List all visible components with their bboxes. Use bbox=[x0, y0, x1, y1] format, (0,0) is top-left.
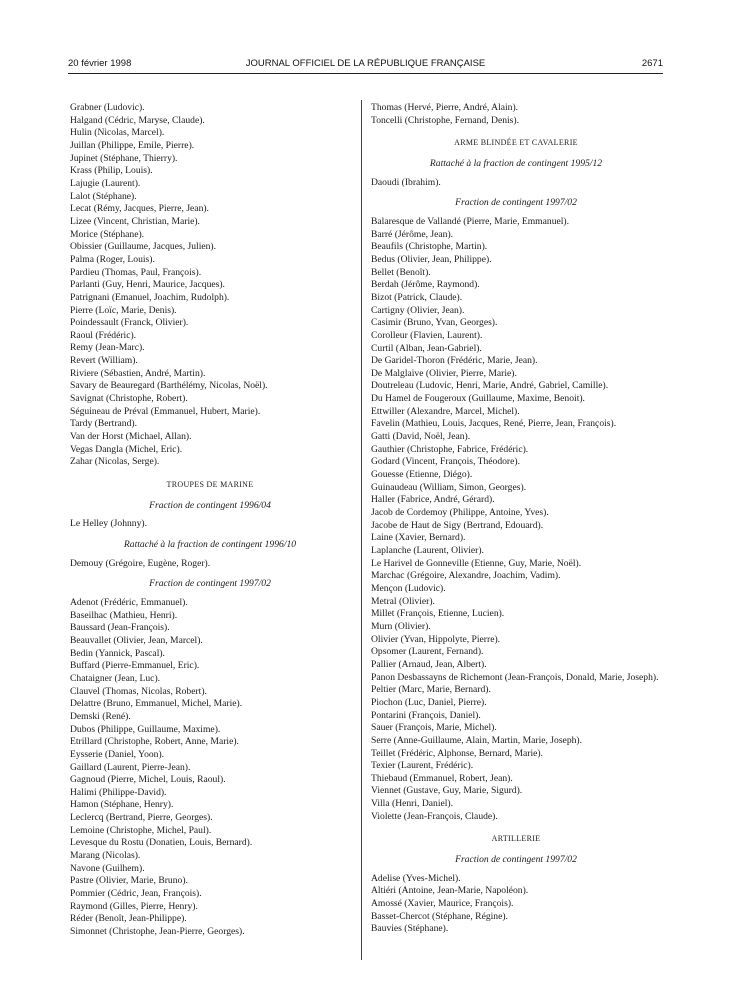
list-item: Pommier (Cédric, Jean, François). bbox=[70, 888, 202, 900]
list-item: Balaresque de Vallandé (Pierre, Marie, Emmanuel). bbox=[371, 215, 570, 227]
list-item: Krass (Philip, Louis). bbox=[70, 165, 153, 177]
header-rule bbox=[68, 73, 663, 74]
list-item: Panon Desbassayns de Richemont (Jean-François, Donald, Marie, Joseph). bbox=[371, 671, 659, 683]
list-item: Van der Horst (Michael, Allan). bbox=[70, 431, 192, 443]
list-item: Vegas Dangla (Michel, Eric). bbox=[70, 443, 183, 455]
list-item: Baseilhac (Mathieu, Henri). bbox=[70, 609, 178, 621]
right-column bbox=[371, 102, 661, 936]
list-item: Halimi (Philippe-David). bbox=[70, 786, 167, 798]
list-item: Metral (Olivier). bbox=[371, 595, 435, 607]
list-item: Gagnoud (Pierre, Michel, Louis, Raoul). bbox=[70, 774, 226, 786]
list-item: Chataigner (Jean, Luc). bbox=[70, 672, 161, 684]
list-item: Doutreleau (Ludovic, Henri, Marie, André, Gabriel, Camille). bbox=[371, 380, 609, 392]
list-item: Daoudi (Ibrahim). bbox=[371, 176, 441, 188]
list-item: Lecat (Rémy, Jacques, Pierre, Jean). bbox=[70, 203, 209, 215]
name-list bbox=[70, 597, 350, 939]
list-item: Séguineau de Préval (Emmanuel, Hubert, Marie). bbox=[70, 405, 261, 417]
list-item: Pallier (Arnaud, Jean, Albert). bbox=[371, 658, 487, 670]
list-item: Raymond (Gilles, Pierre, Henry). bbox=[70, 900, 198, 912]
section-title-marine: TROUPES DE MARINE bbox=[166, 480, 254, 490]
list-item: Bauvies (Stéphane). bbox=[371, 923, 449, 935]
name-list bbox=[371, 177, 661, 190]
list-item: Patrignani (Emanuel, Joachim, Rudolph). bbox=[70, 291, 230, 303]
subsection-1997-02: Fraction de contingent 1997/02 bbox=[455, 197, 577, 209]
list-item: Curtil (Alban, Jean-Gabriel). bbox=[371, 342, 482, 354]
left-column bbox=[70, 102, 350, 939]
list-item: Gauthier (Christophe, Fabrice, Frédéric). bbox=[371, 443, 529, 455]
list-item: Tardy (Bertrand). bbox=[70, 418, 137, 430]
list-item: Clauvel (Thomas, Nicolas, Robert). bbox=[70, 685, 207, 697]
list-item: Peltier (Marc, Marie, Bernard). bbox=[371, 684, 491, 696]
name-list bbox=[371, 873, 661, 936]
list-item: Haller (Fabrice, André, Gérard). bbox=[371, 494, 495, 506]
list-item: Barré (Jérôme, Jean). bbox=[371, 228, 454, 240]
list-item: Halgand (Cédric, Maryse, Claude). bbox=[70, 114, 205, 126]
list-item: Godard (Vincent, François, Théodore). bbox=[371, 456, 520, 468]
journal-title: JOURNAL OFFICIEL DE LA RÉPUBLIQUE FRANÇAISE bbox=[245, 58, 486, 69]
name-list bbox=[70, 518, 350, 531]
list-item: Bellet (Benoît). bbox=[371, 266, 431, 278]
list-item: Millet (François, Etienne, Lucien). bbox=[371, 608, 505, 620]
column-divider bbox=[361, 100, 362, 960]
list-item: Du Hamel de Fougeroux (Guillaume, Maxime, Benoit). bbox=[371, 393, 585, 405]
name-list bbox=[371, 216, 661, 824]
list-item: Olivier (Yvan, Hippolyte, Pierre). bbox=[371, 633, 501, 645]
list-item: Palma (Roger, Louis). bbox=[70, 253, 155, 265]
list-item: Jacob de Cordemoy (Philippe, Antoine, Yves). bbox=[371, 507, 549, 519]
subsection-rattache-1996-10: Rattaché à la fraction de contingent 1996/10 bbox=[123, 539, 297, 550]
list-item: Demski (René). bbox=[70, 710, 131, 722]
list-item: Buffard (Pierre-Emmanuel, Eric). bbox=[70, 660, 200, 672]
list-item: Gouesse (Etienne, Diégo). bbox=[371, 469, 473, 481]
list-item: Berdah (Jérôme, Raymond). bbox=[371, 279, 480, 291]
list-item: Demouy (Grégoire, Eugène, Roger). bbox=[70, 557, 211, 569]
list-item: Serre (Anne-Guillaume, Alain, Martin, Marie, Joseph). bbox=[371, 734, 583, 746]
list-item: Gaillard (Laurent, Pierre-Jean). bbox=[70, 761, 191, 773]
list-item: Levesque du Rostu (Donatien, Louis, Bernard). bbox=[70, 837, 253, 849]
list-item: Jupinet (Stéphane, Thierry). bbox=[70, 152, 178, 164]
name-list bbox=[70, 102, 350, 469]
list-item: Bedin (Yannick, Pascal). bbox=[70, 647, 165, 659]
subsection-rattache-1995-12: Rattaché à la fraction de contingent 1995/12 bbox=[429, 157, 603, 169]
list-item: Pastre (Olivier, Marie, Bruno). bbox=[70, 875, 188, 887]
list-item: Marang (Nicolas). bbox=[70, 850, 141, 862]
list-item: Raoul (Frédéric). bbox=[70, 329, 137, 341]
list-item: Mençon (Ludovic). bbox=[371, 582, 446, 594]
list-item: Poindessault (Franck, Olivier). bbox=[70, 317, 189, 329]
list-item: Laplanche (Laurent, Olivier). bbox=[371, 545, 484, 556]
list-item: Opsomer (Laurent, Fernand). bbox=[371, 646, 484, 658]
list-item: Baussard (Jean-François). bbox=[70, 622, 170, 634]
list-item: Savary de Beauregard (Barthélémy, Nicolas, Noël). bbox=[70, 380, 268, 392]
list-item: Beauvallet (Olivier, Jean, Marcel). bbox=[70, 634, 203, 646]
list-item: Hamon (Stéphane, Henry). bbox=[70, 799, 174, 811]
page-number: 2671 bbox=[641, 58, 663, 69]
list-item: Juillan (Philippe, Emile, Pierre). bbox=[70, 139, 195, 151]
list-item: Toncelli (Christophe, Fernand, Denis). bbox=[371, 114, 520, 126]
list-item: De Garidel-Thoron (Frédéric, Marie, Jean). bbox=[371, 355, 538, 367]
subsection-1996-04: Fraction de contingent 1996/04 bbox=[149, 499, 271, 511]
list-item: Leclercq (Bertrand, Pierre, Georges). bbox=[70, 812, 213, 824]
list-item: Marchac (Grégoire, Alexandre, Joachim, Vadim). bbox=[371, 570, 561, 582]
list-item: Cartigny (Olivier, Jean). bbox=[371, 304, 465, 316]
list-item: Teillet (Frédéric, Alphonse, Bernard, Marie). bbox=[371, 747, 543, 759]
subsection-1997-02: Fraction de contingent 1997/02 bbox=[149, 578, 271, 590]
list-item: Lizee (Vincent, Christian, Marie). bbox=[70, 215, 200, 227]
list-item: Jacobe de Haut de Sigy (Bertrand, Edouard). bbox=[371, 519, 544, 531]
list-item: Viennet (Gustave, Guy, Marie, Sigurd). bbox=[371, 785, 523, 797]
list-item: Grabner (Ludovic). bbox=[70, 102, 145, 113]
section-title-abc: ARME BLINDÉE ET CAVALERIE bbox=[454, 138, 578, 148]
list-item: Ettwiller (Alexandre, Marcel, Michel). bbox=[371, 405, 520, 417]
list-item: Texier (Laurent, Frédéric). bbox=[371, 760, 474, 772]
list-item: Bizot (Patrick, Claude). bbox=[371, 291, 463, 303]
list-item: Simonnet (Christophe, Jean-Pierre, Georges). bbox=[70, 926, 245, 938]
list-item: Piochon (Luc, Daniel, Pierre). bbox=[371, 696, 487, 708]
list-item: Lemoine (Christophe, Michel, Paul). bbox=[70, 824, 212, 836]
list-item: Delattre (Bruno, Emmanuel, Michel, Marie). bbox=[70, 698, 243, 710]
list-item: Savignat (Christophe, Robert). bbox=[70, 393, 188, 405]
list-item: Beaufils (Christophe, Martin). bbox=[371, 241, 488, 253]
list-item: Revert (William). bbox=[70, 355, 138, 367]
list-item: Le Harivel de Gonneville (Etienne, Guy, Marie, Noël). bbox=[371, 557, 582, 569]
issue-date: 20 février 1998 bbox=[68, 58, 132, 69]
list-item: Thiebaud (Emmanuel, Robert, Jean). bbox=[371, 772, 513, 784]
list-item: Villa (Henri, Daniel). bbox=[371, 798, 454, 810]
list-item: Hulin (Nicolas, Marcel). bbox=[70, 127, 165, 139]
list-item: Guinaudeau (William, Simon, Georges). bbox=[371, 481, 527, 493]
section-title-artillerie: ARTILLERIE bbox=[491, 834, 541, 844]
list-item: Remy (Jean-Marc). bbox=[70, 342, 145, 354]
list-item: Obissier (Guillaume, Jacques, Julien). bbox=[70, 241, 217, 253]
list-item: Dubos (Philippe, Guillaume, Maxime). bbox=[70, 723, 221, 735]
list-item: Violette (Jean-François, Claude). bbox=[371, 810, 498, 822]
page-header bbox=[68, 58, 663, 72]
list-item: Sauer (François, Marie, Michel). bbox=[371, 722, 497, 734]
list-item: Parlanti (Guy, Henri, Maurice, Jacques). bbox=[70, 279, 225, 291]
list-item: Lalot (Stéphane). bbox=[70, 190, 137, 202]
list-item: Casimir (Bruno, Yvan, Georges). bbox=[371, 317, 498, 329]
list-item: Pardieu (Thomas, Paul, François). bbox=[70, 266, 202, 278]
list-item: Morice (Stéphane). bbox=[70, 228, 145, 240]
list-item: Laine (Xavier, Bernard). bbox=[371, 532, 466, 544]
list-item: Basset-Chercot (Stéphane, Régine). bbox=[371, 910, 508, 922]
list-item: Riviere (Sébastien, André, Martin). bbox=[70, 367, 206, 379]
list-item: Adenot (Frédéric, Emmanuel). bbox=[70, 596, 188, 608]
list-item: Altiéri (Antoine, Jean-Marie, Napoléon). bbox=[371, 885, 529, 897]
name-list bbox=[371, 102, 661, 127]
list-item: Corolleur (Flavien, Laurent). bbox=[371, 329, 483, 341]
list-item: Le Helley (Johnny). bbox=[70, 518, 147, 530]
list-item: Pierre (Loïc, Marie, Denis). bbox=[70, 304, 177, 316]
list-item: Favelin (Mathieu, Louis, Jacques, René, Pierre, Jean, François). bbox=[371, 418, 617, 430]
list-item: Adelise (Yves-Michel). bbox=[371, 872, 461, 884]
list-item: De Malglaive (Olivier, Pierre, Marie). bbox=[371, 367, 517, 379]
list-item: Navone (Guilhem). bbox=[70, 862, 145, 874]
list-item: Pontarini (François, Daniel). bbox=[371, 709, 481, 721]
list-item: Eysserie (Daniel, Yoon). bbox=[70, 748, 165, 760]
list-item: Réder (Benoît, Jean-Philippe). bbox=[70, 913, 187, 925]
list-item: Lajugie (Laurent). bbox=[70, 177, 141, 189]
list-item: Murn (Olivier). bbox=[371, 620, 431, 632]
list-item: Etrillard (Christophe, Robert, Anne, Marie). bbox=[70, 736, 239, 748]
list-item: Thomas (Hervé, Pierre, André, Alain). bbox=[371, 102, 519, 113]
name-list bbox=[70, 558, 350, 571]
list-item: Bedus (Olivier, Jean, Philippe). bbox=[371, 253, 492, 265]
subsection-art-1997-02: Fraction de contingent 1997/02 bbox=[455, 854, 577, 866]
list-item: Amossé (Xavier, Maurice, François). bbox=[371, 898, 514, 910]
list-item: Zahar (Nicolas, Serge). bbox=[70, 456, 160, 468]
list-item: Gatti (David, Noël, Jean). bbox=[371, 431, 471, 443]
